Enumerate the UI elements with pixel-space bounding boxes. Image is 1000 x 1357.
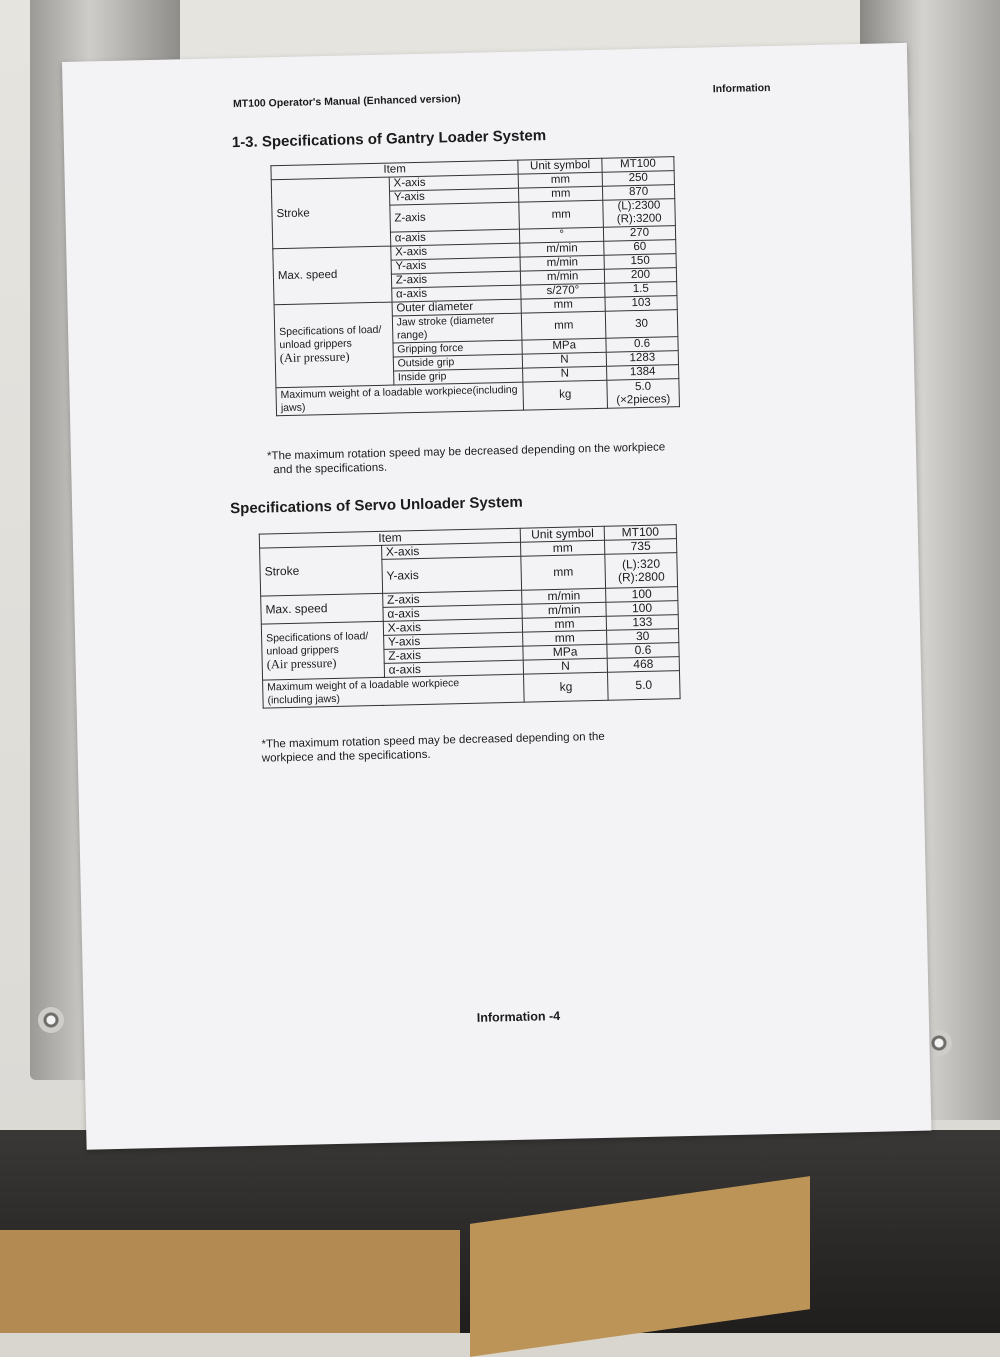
value-left: (L):2300 (617, 199, 661, 213)
value-cell: 250 (602, 171, 674, 187)
axis-cell: X-axis (389, 174, 519, 191)
axis-cell: Z-axis (382, 590, 522, 607)
value-cell: 200 (604, 268, 676, 284)
value-cell: 1283 (606, 351, 678, 367)
header-model: MT100 (604, 525, 676, 541)
section-tag: Information (712, 81, 771, 96)
unit-cell: mm (522, 311, 606, 340)
header-unit: Unit symbol (518, 158, 602, 174)
axis-cell: Z-axis (390, 202, 520, 232)
item-cell: Jaw stroke (diameter range) (392, 313, 522, 343)
unit-cell: s/270° (521, 283, 605, 299)
axis-cell: Y-axis (389, 188, 519, 205)
header-unit: Unit symbol (520, 526, 604, 542)
value-cell: 30 (605, 310, 678, 339)
gripper-label-line: unload grippers (266, 643, 339, 658)
footnote-line: *The maximum rotation speed may be decreased depending on the (261, 730, 605, 751)
max-weight-line: Maximum weight of a loadable workpiece (267, 676, 460, 694)
unit-cell: MPa (522, 338, 606, 354)
header-item: Item (271, 160, 519, 180)
gripper-label-line: (Air pressure) (266, 655, 337, 672)
unit-cell: m/min (520, 241, 604, 257)
unit-cell: m/min (521, 269, 605, 285)
footnote-line: workpiece and the specifications. (261, 748, 431, 765)
axis-cell: Y-axis (382, 556, 522, 593)
axis-cell: α-axis (390, 229, 520, 246)
axis-cell: Z-axis (384, 646, 524, 663)
item-cell: Outer diameter (392, 299, 522, 316)
unit-cell: mm (521, 540, 605, 556)
unit-cell: m/min (520, 255, 604, 271)
gantry-footnote (267, 440, 666, 477)
unit-cell: kg (524, 672, 608, 702)
value-cell: 270 (603, 226, 675, 242)
unit-cell: mm (522, 616, 606, 632)
gripper-label-line: Specifications of load/ (265, 629, 369, 645)
axis-cell: α-axis (384, 660, 524, 677)
gripper-label-line: (Air pressure) (279, 349, 350, 366)
value-cell: 60 (604, 240, 676, 256)
value-cell (607, 379, 680, 409)
gripper-label (274, 302, 394, 388)
value-cell: 103 (605, 296, 677, 312)
gripper-label (261, 621, 384, 680)
axis-cell: Y-axis (383, 632, 523, 649)
axis-cell: X-axis (383, 618, 523, 635)
unit-cell: mm (521, 297, 605, 313)
unit-cell: m/min (522, 602, 606, 618)
value-cell: 0.6 (606, 337, 678, 353)
unit-cell: mm (523, 630, 607, 646)
max-weight-line: (including jaws) (267, 692, 341, 706)
page-number: Information -4 (476, 1008, 561, 1025)
header-item: Item (259, 528, 520, 548)
axis-cell: Z-axis (391, 271, 521, 288)
value-main: 5.0 (634, 380, 652, 393)
servo-section-title: Specifications of Servo Unloader System (229, 493, 523, 518)
value-left: (L):320 (621, 556, 661, 571)
bolt-icon (926, 1030, 952, 1056)
value-cell: 1384 (607, 365, 679, 381)
item-cell: Gripping force (393, 340, 523, 357)
stroke-label: Stroke (271, 177, 390, 249)
unit-cell: N (523, 366, 607, 382)
axis-cell: α-axis (383, 604, 523, 621)
axis-cell: α-axis (391, 285, 521, 302)
value-cell: 150 (604, 254, 676, 270)
value-cell (603, 199, 676, 228)
footnote-line: and the specifications. (273, 461, 388, 477)
value-sub: (×2pieces) (616, 392, 671, 407)
unit-cell: MPa (523, 644, 607, 660)
value-right: (R):3200 (616, 212, 662, 226)
value-cell: 133 (606, 615, 678, 631)
gantry-spec-table (270, 156, 680, 416)
value-cell: 5.0 (608, 671, 681, 701)
bolt-icon (38, 1007, 64, 1033)
value-cell: 100 (606, 587, 678, 603)
value-cell: 30 (607, 629, 679, 645)
servo-footnote (261, 730, 605, 766)
unit-cell: N (523, 658, 607, 674)
axis-cell: Y-axis (391, 257, 521, 274)
footnote-line: *The maximum rotation speed may be decreased depending on the workpiece (266, 441, 666, 463)
header-model: MT100 (602, 157, 674, 173)
item-cell: Outside grip (393, 354, 523, 371)
max-weight-label (263, 674, 525, 708)
value-cell: 1.5 (605, 282, 677, 298)
stroke-label: Stroke (260, 545, 383, 596)
value-right: (R):2800 (617, 568, 665, 585)
servo-spec-table (259, 524, 681, 708)
unit-cell: mm (518, 172, 602, 188)
axis-cell: X-axis (381, 542, 521, 559)
unit-cell: ° (520, 227, 604, 243)
value-cell: 735 (605, 539, 677, 555)
max-weight-label: Maximum weight of a loadable workpiece(including jaws) (276, 382, 524, 416)
axis-cell: X-axis (390, 243, 520, 260)
value-cell: 100 (606, 601, 678, 617)
value-cell: 468 (607, 657, 679, 673)
item-cell: Inside grip (393, 368, 523, 385)
speed-label: Max. speed (273, 246, 392, 305)
speed-label: Max. speed (261, 593, 383, 624)
value-cell: 870 (602, 185, 674, 201)
gripper-label-line: unload grippers (279, 337, 352, 352)
cardboard-box (0, 1230, 460, 1333)
unit-cell: mm (519, 200, 603, 229)
unit-cell: mm (519, 186, 603, 202)
unit-cell: N (523, 352, 607, 368)
unit-cell: kg (523, 380, 607, 410)
value-cell (605, 553, 678, 589)
value-cell: 0.6 (607, 643, 679, 659)
gripper-label-line: Specifications of load/ (279, 323, 382, 339)
unit-cell: mm (521, 554, 606, 590)
manual-title: MT100 Operator's Manual (Enhanced version) (232, 92, 461, 111)
document-page (62, 43, 931, 1150)
gantry-section-title: 1-3. Specifications of Gantry Loader System (231, 127, 547, 152)
unit-cell: m/min (522, 588, 606, 604)
